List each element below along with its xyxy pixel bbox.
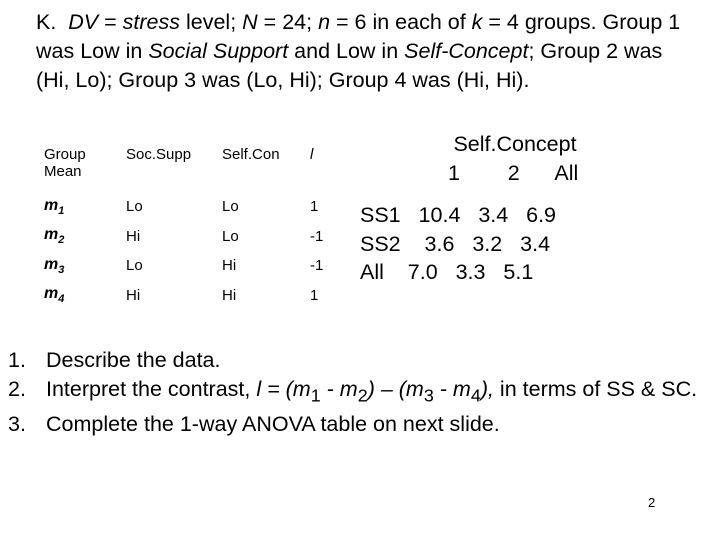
n-group-eq: = 6 in each of <box>330 10 472 34</box>
mean-name <box>44 251 126 281</box>
table-row <box>44 192 350 222</box>
cell-soc-supp: Lo <box>126 198 143 216</box>
mean-name <box>44 222 126 252</box>
header-l <box>310 146 350 192</box>
table-row <box>44 222 350 252</box>
header-soc-supp: Soc.Supp <box>126 146 192 163</box>
table-row <box>44 281 350 311</box>
list-item <box>8 346 708 375</box>
cell-l: -1 <box>310 257 324 275</box>
mean-subscript: 2 <box>58 234 65 247</box>
header-l-text: l <box>310 146 314 163</box>
cell-self-con: Hi <box>222 257 237 275</box>
contrast-m: m <box>452 377 471 401</box>
cell-self-con: Hi <box>222 286 237 304</box>
dv-eq: = <box>98 10 123 34</box>
spacer <box>360 187 650 201</box>
item-number: 2. <box>8 377 26 401</box>
header-group-mean: Group Mean <box>44 146 86 180</box>
contrast-outro: in terms of SS & SC. <box>493 377 698 401</box>
cell-soc-supp: Hi <box>126 227 141 245</box>
mean-symbol: m <box>44 196 59 214</box>
cell-soc-supp: Hi <box>126 286 141 304</box>
group-means-table <box>44 146 350 310</box>
selfconcept-row: SS1 10.4 3.4 6.9 <box>360 203 557 227</box>
problem-label: K. <box>36 10 57 34</box>
contrast-m: m <box>292 377 311 401</box>
dv-term: DV <box>68 10 99 34</box>
contrast-minus: - <box>320 377 340 401</box>
table-header-row <box>44 146 350 192</box>
cell-self-con: Lo <box>222 227 239 245</box>
n-total-eq: = 24; <box>257 10 319 34</box>
item-text: Complete the 1-way ANOVA table on next slide. <box>46 412 500 437</box>
mean-symbol: m <box>44 226 59 244</box>
selfconcept-table <box>360 130 650 287</box>
list-item <box>8 375 708 410</box>
contrast-eq: = ( <box>261 377 293 401</box>
mean-subscript: 3 <box>58 263 65 276</box>
contrast-minus: - <box>433 377 453 401</box>
selfconcept-row: All 7.0 3.3 5.1 <box>360 260 534 284</box>
k-var: k <box>471 10 483 34</box>
selfconcept-title: Self.Concept <box>453 132 577 156</box>
item-number: 3. <box>8 412 26 437</box>
contrast-mid: ) – ( <box>367 377 406 401</box>
mean-name <box>44 192 126 222</box>
item-text: Describe the data. <box>46 348 221 372</box>
n-group: n <box>318 10 331 34</box>
contrast-sub: 3 <box>423 385 434 406</box>
groups-description: ; Group 2 was (Hi, Lo); Group 3 was (Lo, Hi); Group 4 was (Hi, Hi). <box>36 39 663 92</box>
contrast-close: ), <box>480 377 494 401</box>
k-eq: = 4 groups. Group 1 was Low in <box>36 10 681 63</box>
contrast-sub: 4 <box>470 385 481 406</box>
problem-statement <box>36 8 696 95</box>
contrast-sub: 2 <box>357 385 368 406</box>
mean-subscript: 4 <box>58 293 65 306</box>
item-text <box>46 375 708 410</box>
selfconcept-col-headers: 1 2 All <box>448 160 579 185</box>
contrast-l: l <box>256 377 262 401</box>
cell-soc-supp: Lo <box>126 257 143 275</box>
mean-subscript: 1 <box>58 204 65 217</box>
table-row <box>44 251 350 281</box>
self-concept-term: Self-Concept <box>404 39 529 63</box>
cell-l: 1 <box>310 198 319 216</box>
header-self-con: Self.Con <box>222 146 280 163</box>
cell-l: -1 <box>310 227 324 245</box>
page-number: 2 <box>648 495 656 510</box>
list-item <box>8 410 708 439</box>
dv-value: stress <box>122 10 181 34</box>
selfconcept-row: SS2 3.6 3.2 3.4 <box>360 231 551 256</box>
contrast-sub: 1 <box>310 385 321 406</box>
contrast-m: m <box>405 377 424 401</box>
dv-after: level; <box>180 10 243 34</box>
mean-symbol: m <box>44 255 59 273</box>
mean-name <box>44 281 126 311</box>
n-total: N <box>242 10 258 34</box>
cell-self-con: Lo <box>222 198 239 216</box>
and-low-in: and Low in <box>288 39 405 63</box>
task-list <box>8 346 708 439</box>
mean-symbol: m <box>44 285 59 303</box>
cell-l: 1 <box>310 286 319 304</box>
social-support-term: Social Support <box>148 39 289 63</box>
contrast-intro: Interpret the contrast, <box>46 377 257 401</box>
item-number: 1. <box>8 348 26 372</box>
contrast-m: m <box>339 377 358 401</box>
